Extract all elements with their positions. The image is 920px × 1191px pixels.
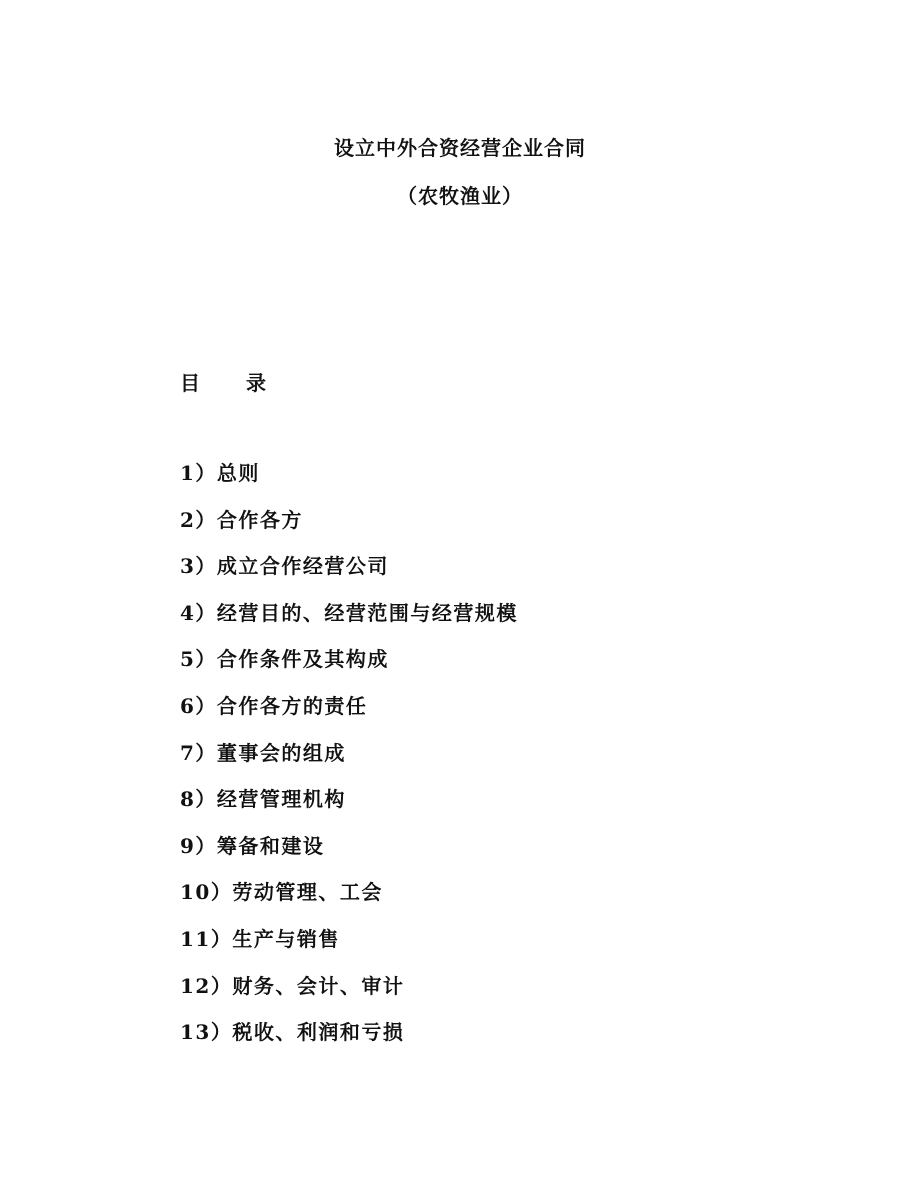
- toc-item: 11）生产与销售: [180, 926, 340, 951]
- toc-item: 2）合作各方: [180, 507, 303, 532]
- toc-item: 1）总则: [180, 461, 260, 485]
- toc-item: 13）税收、利润和亏损: [180, 1020, 405, 1045]
- toc-item: 9）筹备和建设: [180, 833, 325, 858]
- toc-item: 7）董事会的组成: [180, 740, 346, 765]
- toc-heading: 目 录: [180, 371, 268, 395]
- toc-item: 10）劳动管理、工会: [180, 880, 383, 905]
- toc-item: 12）财务、会计、审计: [180, 973, 405, 998]
- toc-item: 3）成立合作经营公司: [180, 554, 389, 579]
- toc-item: 4）经营目的、经营范围与经营规模: [180, 600, 518, 625]
- toc-item: 6）合作各方的责任: [180, 693, 368, 718]
- document-title: 设立中外合资经营企业合同: [334, 136, 586, 160]
- document-subtitle: （农牧渔业）: [397, 184, 523, 208]
- toc-item: 8）经营管理机构: [180, 787, 346, 812]
- toc-item: 5）合作条件及其构成: [180, 647, 389, 672]
- table-of-contents: [180, 459, 518, 1065]
